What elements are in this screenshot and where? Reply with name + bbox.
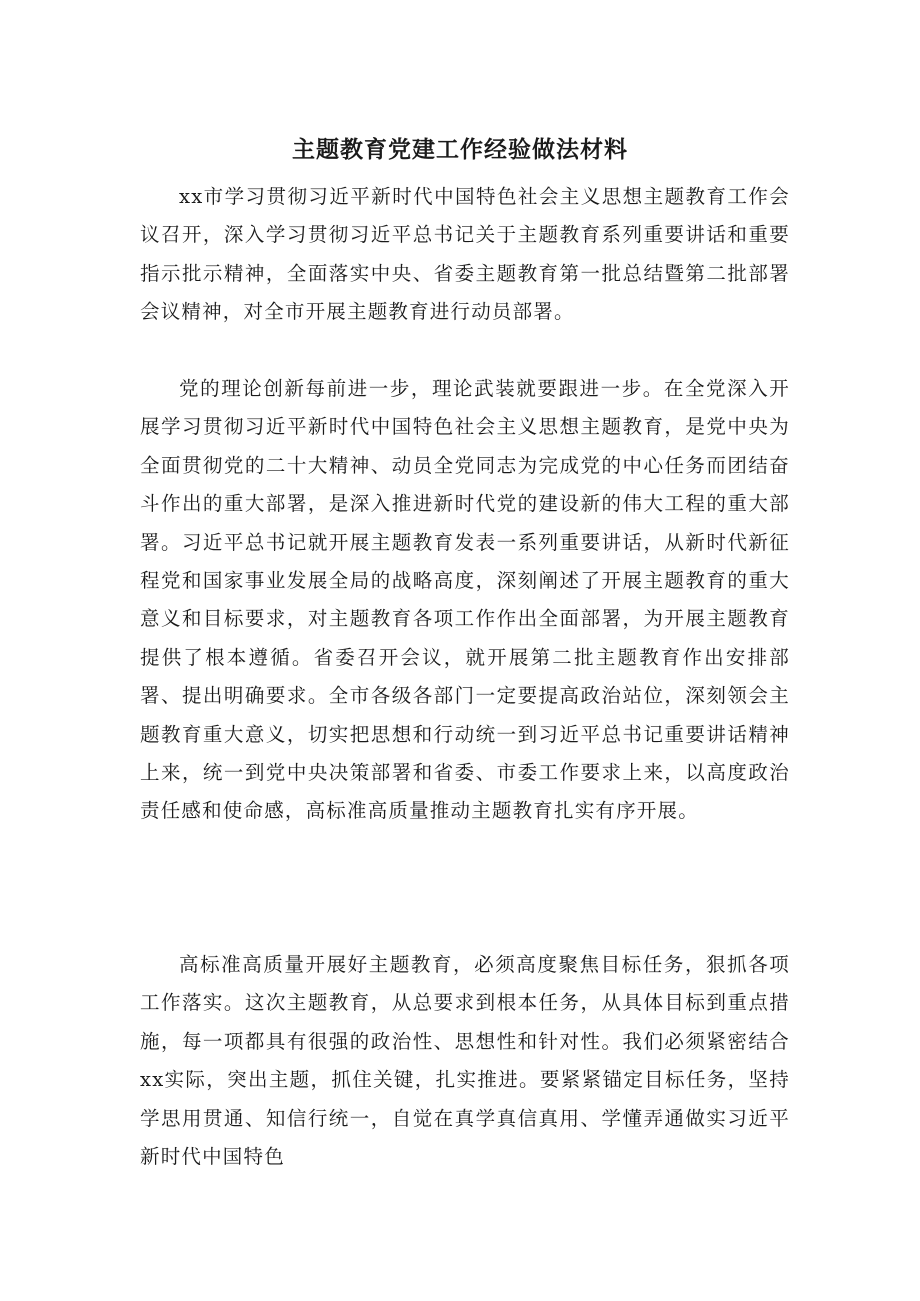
paragraph-2: 党的理论创新每前进一步，理论武装就要跟进一步。在全党深入开展学习贯彻习近平新时代中国特色社会主义思想主题教育，是党中央为全面贯彻党的二十大精神、动员全党同志为完成党的中心任务而团结奋斗作出的重大部署，是深入推进新时代党的建设新的伟大工程的重大部署。习近平总书记就开展主题教育发表一系列重要讲话，从新时代新征程党和国家事业发展全局的战略高度，深刻阐述了开展主题教育的重大意义和目标要求，对主题教育各项工作作出全面部署，为开展主题教育提供了根本遵循。省委召开会议，就开展第二批主题教育作出安排部署、提出明确要求。全市各级各部门一定要提高政治站位，深刻领会主题教育重大意义，切实把思想和行动统一到习近平总书记重要讲话精神上来，统一到党中央决策部署和省委、市委工作要求上来，以高度政治责任感和使命感，高标准高质量推动主题教育扎实有序开展。 [140, 377, 790, 823]
paragraph-3: 高标准高质量开展好主题教育，必须高度聚焦目标任务，狠抓各项工作落实。这次主题教育，从总要求到根本任务，从具体目标到重点措施，每一项都具有很强的政治性、思想性和针对性。我们必须紧密结合xx实际，突出主题，抓住关键，扎实推进。要紧紧锚定目标任务，坚持学思用贯通、知信行统一，自觉在真学真信真用、学懂弄通做实习近平新时代中国特色 [140, 953, 790, 1169]
document-title: 主题教育党建工作经验做法材料 [292, 136, 628, 163]
paragraph-1: xx市学习贯彻习近平新时代中国特色社会主义思想主题教育工作会议召开，深入学习贯彻习近平总书记关于主题教育系列重要讲话和重要指示批示精神，全面落实中央、省委主题教育第一批总结暨第二批部署会议精神，对全市开展主题教育进行动员部署。 [140, 185, 790, 324]
